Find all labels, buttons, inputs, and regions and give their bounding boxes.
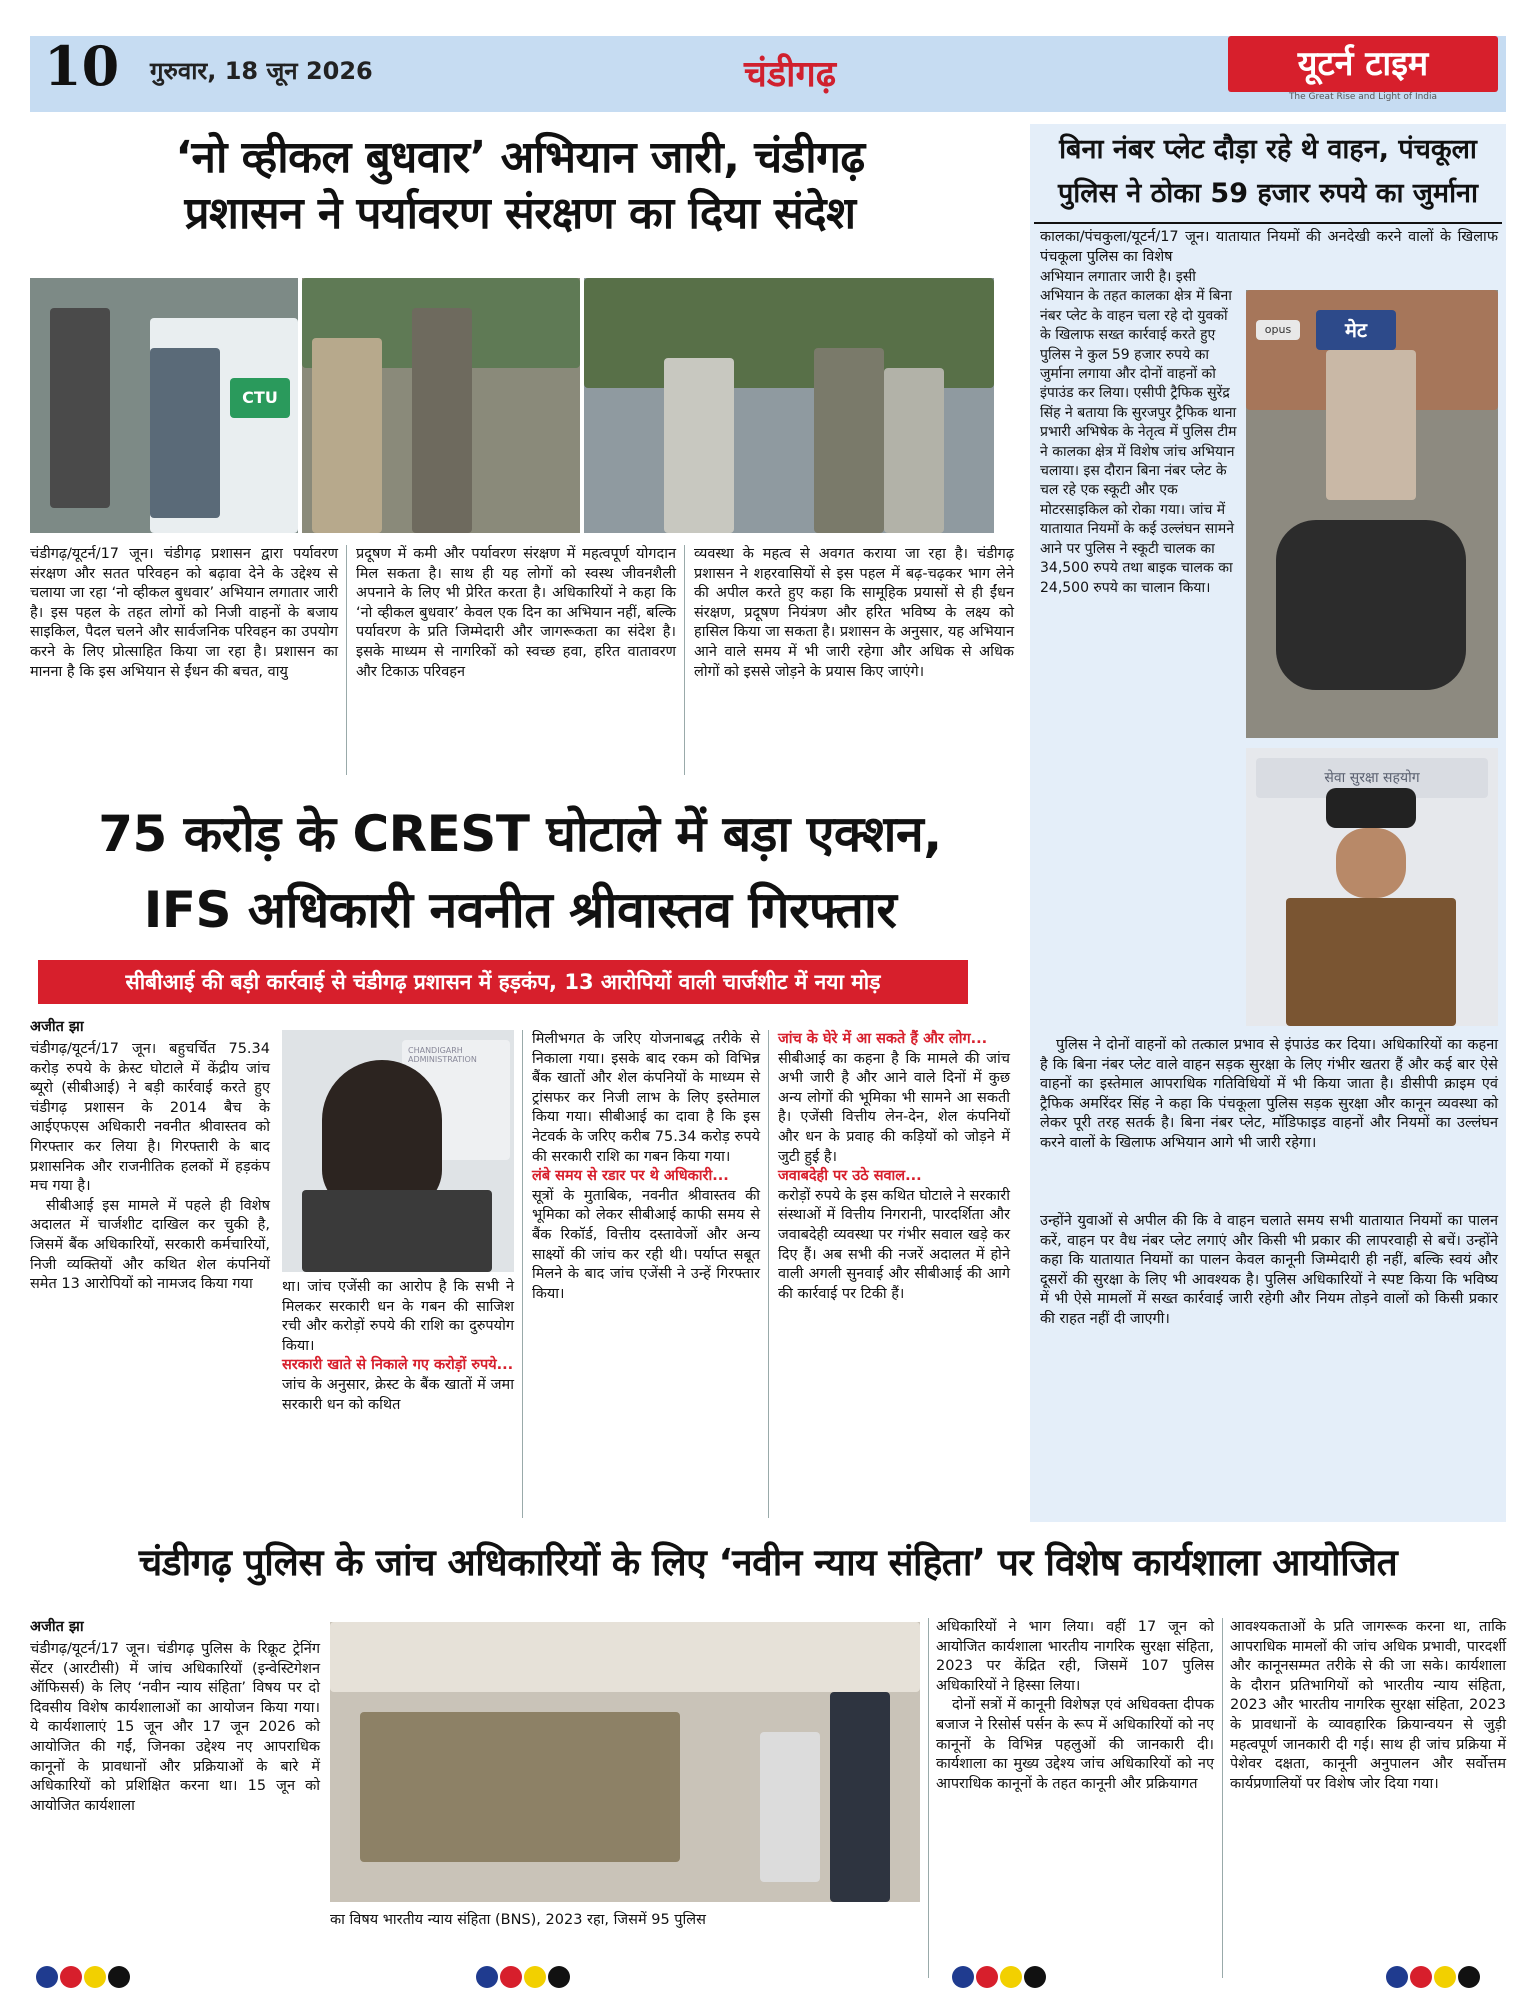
sidebar-headline-line2: पुलिस ने ठोका 59 हजार रुपये का जुर्माना (1057, 178, 1479, 209)
column-divider (768, 1030, 769, 1518)
article2-col4-subhead2: जवाबदेही पर उठे सवाल... (778, 1168, 922, 1185)
registration-dots-right (1386, 1966, 1482, 1992)
shop-sign-text-2: opus (1256, 320, 1300, 340)
article3-photo-caption-text: का विषय भारतीय न्याय संहिता (BNS), 2023 रहा, जिसमें 95 पुलिस (330, 1912, 706, 1928)
column-divider (1222, 1618, 1223, 1978)
sidebar-headline-line1: बिना नंबर प्लेट दौड़ा रहे थे वाहन, पंचकूला (1059, 134, 1477, 165)
article2-col1 (30, 1040, 270, 1295)
article2-col2-para2: जांच के अनुसार, क्रेस्ट के बैंक खातों में जमा सरकारी धन को कथित (282, 1376, 514, 1413)
sidebar-lead: कालका/पंचकुला/यूटर्न/17 जून। यातायात नियमों की अनदेखी करने वालों के खिलाफ पंचकूला पुलिस का विशेष (1040, 229, 1498, 265)
article2-headline (30, 796, 1010, 948)
column-divider (346, 545, 347, 775)
article1-col2: प्रदूषण में कमी और पर्यावरण संरक्षण में महत्वपूर्ण योगदान मिल सकता है। साथ ही यह लोगों को स्वस्थ जीवनशैली अपनाने के लिए भी प्रेरित करता है। अधिकारियों ने कहा कि ‘नो व्हीकल बुधवार’ केवल एक दिन का अभियान नहीं, बल्कि पर्यावरण के प्रति जिम्मेदारी और जागरूकता का संदेश है। इसके माध्यम से नागरिकों को स्वच्छ हवा, हरित वातावरण और टिकाऊ परिवहन (356, 546, 676, 680)
article2-byline: अजीत झा (30, 1019, 84, 1035)
article2-col4-para1: सीबीआई का कहना है कि मामले की जांच अभी जारी है और आने वाले दिनों में कुछ अन्य लोगों की भूमिका भी सामने आ सकती है। एजेंसी वित्तीय लेन-देन, शेल कंपनियों और धन के प्रवाह की कड़ियों को जोड़ने में जुटी हुई है। (778, 1050, 1010, 1165)
article1-headline (30, 130, 1010, 242)
article1-headline-line1: ‘नो व्हीकल बुधवार’ अभियान जारी, चंडीगढ़ (175, 132, 865, 183)
page-date: गुरुवार, 18 जून 2026 (150, 57, 373, 85)
sidebar-rule (1034, 222, 1502, 224)
registration-dots-center-right (952, 1966, 1048, 1992)
sidebar-headline (1034, 128, 1502, 216)
article1-headline-line2: प्रशासन ने पर्यावरण संरक्षण का दिया संदेश (184, 188, 856, 239)
registration-dots-center-left (476, 1966, 572, 1992)
portrait-backdrop-text: CHANDIGARH ADMINISTRATION (402, 1040, 510, 1160)
sidebar-para2: पुलिस ने दोनों वाहनों को तत्काल प्रभाव से इंपाउंड कर दिया। अधिकारियों का कहना है कि बिना नंबर प्लेट वाले वाहन सड़क सुरक्षा के लिए गंभीर खतरा हैं और कई बार ऐसे वाहनों का इस्तेमाल आपराधिक गतिविधियों में भी किया जाता है। डीसीपी क्राइम एवं ट्रैफिक अमरिंदर सिंह ने कहा कि पंचकूला पुलिस सड़क सुरक्षा और कानून व्यवस्था को लेकर पूरी तरह सतर्क है। बिना नंबर प्लेट, मॉडिफाइड वाहनों और नियमों का उल्लंघन करने वालों के खिलाफ अभियान आगे भी जारी रहेगा। (1040, 1037, 1498, 1151)
article2-col4-para2: करोड़ों रुपये के इस कथित घोटाले ने सरकारी संस्थाओं में वित्तीय निगरानी, पारदर्शिता और जवाबदेही व्यवस्था पर गंभीर सवाल खड़े कर दिए हैं। अब सभी की नजरें अदालत में होने वाली अगली सुनवाई और सीबीआई की आगे की कार्रवाई पर टिकी हैं। (778, 1187, 1010, 1302)
article3-headline: चंडीगढ़ पुलिस के जांच अधिकारियों के लिए ‘नवीन न्याय संहिता’ पर विशेष कार्यशाला आयोजित (138, 1541, 1398, 1584)
bus-logo-text: CTU (230, 378, 290, 418)
article2-col3-para1: मिलीभगत के जरिए योजनाबद्ध तरीके से निकाला गया। इसके बाद रकम को विभिन्न बैंक खातों और शेल कंपनियों के माध्यम से ट्रांसफर कर निजी लाभ के लिए इस्तेमाल किया गया। सीबीआई का दावा है कि इस नेटवर्क के जरिए करीब 75.34 करोड़ रुपये की सरकारी राशि का गबन किया गया। (532, 1031, 760, 1165)
article2-col4 (778, 1030, 1010, 1304)
column-divider (684, 545, 685, 775)
article2-headline-line1: 75 करोड़ के CREST घोटाले में बड़ा एक्शन, (98, 805, 942, 863)
article2-col3 (532, 1030, 760, 1304)
photo-bus-boarding (30, 278, 298, 533)
officer-backdrop-text: सेवा सुरक्षा सहयोग (1256, 758, 1488, 798)
article2-col4-subhead: जांच के घेरे में आ सकते हैं और लोग... (778, 1031, 988, 1047)
article2-headline-line2: IFS अधिकारी नवनीत श्रीवास्तव गिरफ्तार (143, 881, 897, 939)
page-city: चंडीगढ़ (744, 54, 836, 95)
article2-col3-subhead: लंबे समय से रडार पर थे अधिकारी... (532, 1168, 729, 1185)
article2-subhead-bar: सीबीआई की बड़ी कार्रवाई से चंडीगढ़ प्रशासन में हड़कंप, 13 आरोपियों वाली चार्जशीट में नया मोड़ (38, 960, 968, 1004)
article3-col3-para2: दोनों सत्रों में कानूनी विशेषज्ञ एवं अधिवक्ता दीपक बजाज ने रिसोर्स पर्सन के रूप में अधिकारियों को नए कानूनों के विभिन्न पहलुओं की जानकारी दी। कार्यशाला का मुख्य उद्देश्य जांच अधिकारियों को नए आपराधिक कानूनों के तहत कानूनी और प्रक्रियागत (936, 1697, 1214, 1792)
column-divider (928, 1618, 929, 1978)
article3-byline: अजीत झा (30, 1619, 84, 1635)
article1-col1: चंडीगढ़/यूटर्न/17 जून। चंडीगढ़ प्रशासन द्वारा पर्यावरण संरक्षण और सतत परिवहन को बढ़ावा देने के उद्देश्य से चलाया जा रहा ‘नो व्हीकल बुधवार’ अभियान लगातार जारी है। इस पहल के तहत लोगों को निजी वाहनों के बजाय साइकिल, पैदल चलने और सार्वजनिक परिवहन का उपयोग करने के लिए प्रोत्साहित किया जा रहा है। प्रशासन का मानना है कि इस अभियान से ईंधन की बचत, वायु (30, 546, 338, 680)
article3-col1: चंडीगढ़/यूटर्न/17 जून। चंडीगढ़ पुलिस के रिक्रूट ट्रेनिंग सेंटर (आरटीसी) में जांच अधिकारियों (इन्वेस्टिगेशन ऑफिसर्स) के लिए ‘नवीन न्याय संहिता’ विषय पर दो दिवसीय विशेष कार्यशालाओं का आयोजन किया गया। ये कार्यशालाएं 15 जून और 17 जून 2026 को आयोजित की गईं, जिनका उद्देश्य नए आपराधिक कानूनों के प्रावधानों और प्रक्रियाओं के बारे में अधिकारियों को प्रशिक्षित करना था। 15 जून को आयोजित कार्यशाला (30, 1641, 320, 1814)
photo-workshop-session (330, 1622, 920, 1902)
newspaper-logo: यूटर्न टाइम (1228, 36, 1498, 92)
shop-sign-text: मेट (1316, 310, 1396, 350)
article3-col3 (936, 1618, 1214, 1794)
article2-col1-para2: सीबीआई इस मामले में पहले ही विशेष अदालत में चार्जशीट दाखिल कर चुकी है, जिसमें बैंक अधिकारियों, सरकारी कर्मचारियों, निजी व्यक्तियों और कथित शेल कंपनियों समेत 13 आरोपियों को नामजद किया गया (30, 1197, 270, 1293)
page-number: 10 (44, 34, 120, 98)
photo-officials-walking (302, 278, 580, 533)
column-divider (522, 1030, 523, 1518)
article2-col2-para1: था। जांच एजेंसी का आरोप है कि सभी ने मिलकर सरकारी धन के गबन की साजिश रची और करोड़ों रुपये की राशि का दुरुपयोग किया। (282, 1279, 514, 1354)
article2-col1-para1: चंडीगढ़/यूटर्न/17 जून। बहुचर्चित 75.34 करोड़ रुपये के क्रेस्ट घोटाले में केंद्रीय जांच ब्यूरो (सीबीआई) ने बड़ी कार्रवाई करते हुए चंडीगढ़ प्रशासन के 2014 बैच के आईएफएस अधिकारी नवनीत श्रीवास्तव को गिरफ्तार कर लिया है। गिरफ्तारी के बाद प्रशासनिक और राजनीतिक हलकों में हड़कंप मच गया है। (30, 1041, 270, 1195)
article2-col3-para2: सूत्रों के मुताबिक, नवनीत श्रीवास्तव की भूमिका को लेकर सीबीआई काफी समय से बैंक रिकॉर्ड, वित्तीय दस्तावेजों और अन्य साक्ष्यों की जांच कर रही थी। पर्याप्त सबूत मिलने के बाद जांच एजेंसी ने उन्हें गिरफ्तार किया। (532, 1187, 760, 1302)
article2-col2 (282, 1278, 514, 1415)
article3-col3-para1: अधिकारियों ने भाग लिया। वहीं 17 जून को आयोजित कार्यशाला भारतीय नागरिक सुरक्षा संहिता, 2023 पर केंद्रित रही, जिसमें 107 पुलिस अधिकारियों ने हिस्सा लिया। (936, 1619, 1214, 1694)
logo-tagline: The Great Rise and Light of India (1288, 92, 1438, 102)
registration-dots-left (36, 1966, 132, 1992)
photo-cyclists (584, 278, 994, 533)
photo-police-officer (1246, 748, 1498, 1026)
article3-col4: आवश्यकताओं के प्रति जागरूक करना था, ताकि आपराधिक मामलों की जांच अधिक प्रभावी, पारदर्शी और कानूनसम्मत तरीके से की जा सके। कार्यशाला के दौरान प्रतिभागियों को भारतीय न्याय संहिता, 2023 और भारतीय नागरिक सुरक्षा संहिता, 2023 के प्रावधानों के व्यावहारिक क्रियान्वयन से जुड़ी महत्वपूर्ण जानकारी दी गई। साथ ही जांच प्रक्रिया में पेशेवर दक्षता, कानूनी अनुपालन और सर्वोत्तम कार्यप्रणालियों पर विशेष जोर दिया गया। (1230, 1619, 1506, 1792)
photo-accused-portrait (282, 1030, 514, 1272)
sidebar-narrow-column: अभियान लगातार जारी है। इसी अभियान के तहत कालका क्षेत्र में बिना नंबर प्लेट के वाहन चला रहे दो युवकों के खिलाफ सख्त कार्रवाई करते हुए पुलिस ने कुल 59 हजार रुपये का जुर्माना लगाया और दोनों वाहनों को इंपाउंड कर लिया। एसीपी ट्रैफिक सुरेंद्र सिंह ने बताया कि सुरजपुर ट्रैफिक थाना प्रभारी अभिषेक के नेतृत्व में पुलिस टीम ने कालका क्षेत्र में विशेष जांच अभियान चलाया। इस दौरान बिना नंबर प्लेट के चल रहे एक स्कूटी और एक मोटरसाइकिल को रोका गया। जांच में यातायात नियमों के कई उल्लंघन सामने आने पर पुलिस ने स्कूटी चालक का 34,500 रुपये तथा बाइक चालक का 24,500 रुपये का चालान किया। (1040, 269, 1237, 596)
article1-col3: व्यवस्था के महत्व से अवगत कराया जा रहा है। चंडीगढ़ प्रशासन ने शहरवासियों से इस पहल में बढ़-चढ़कर भाग लेने की अपील करते हुए कहा कि सामूहिक प्रयासों से ही ईंधन संरक्षण, प्रदूषण नियंत्रण और हरित भविष्य के लक्ष्य को हासिल किया जा सकता है। प्रशासन के अनुसार, यह अभियान आने वाले समय में भी जारी रहेगा और अधिक से अधिक लोगों को इससे जोड़ने के प्रयास किए जाएंगे। (694, 546, 1014, 680)
article2-col2-subhead: सरकारी खाते से निकाले गए करोड़ों रुपये... (282, 1357, 514, 1374)
sidebar-para3: उन्होंने युवाओं से अपील की कि वे वाहन चलाते समय सभी यातायात नियमों का पालन करें, वाहन पर वैध नंबर प्लेट लगाएं और किसी भी प्रकार की लापरवाही से बचें। उन्होंने कहा कि यातायात नियमों का पालन केवल कानूनी जिम्मेदारी ही नहीं, बल्कि स्वयं और दूसरों की सुरक्षा के लिए भी आवश्यक है। पुलिस अधिकारियों ने स्पष्ट किया कि भविष्य में भी ऐसे मामलों में सख्त कार्रवाई जारी रहेगी और नियम तोड़ने वालों को किसी प्रकार की राहत नहीं दी जाएगी। (1040, 1213, 1498, 1327)
photo-seized-motorcycle (1246, 290, 1498, 738)
